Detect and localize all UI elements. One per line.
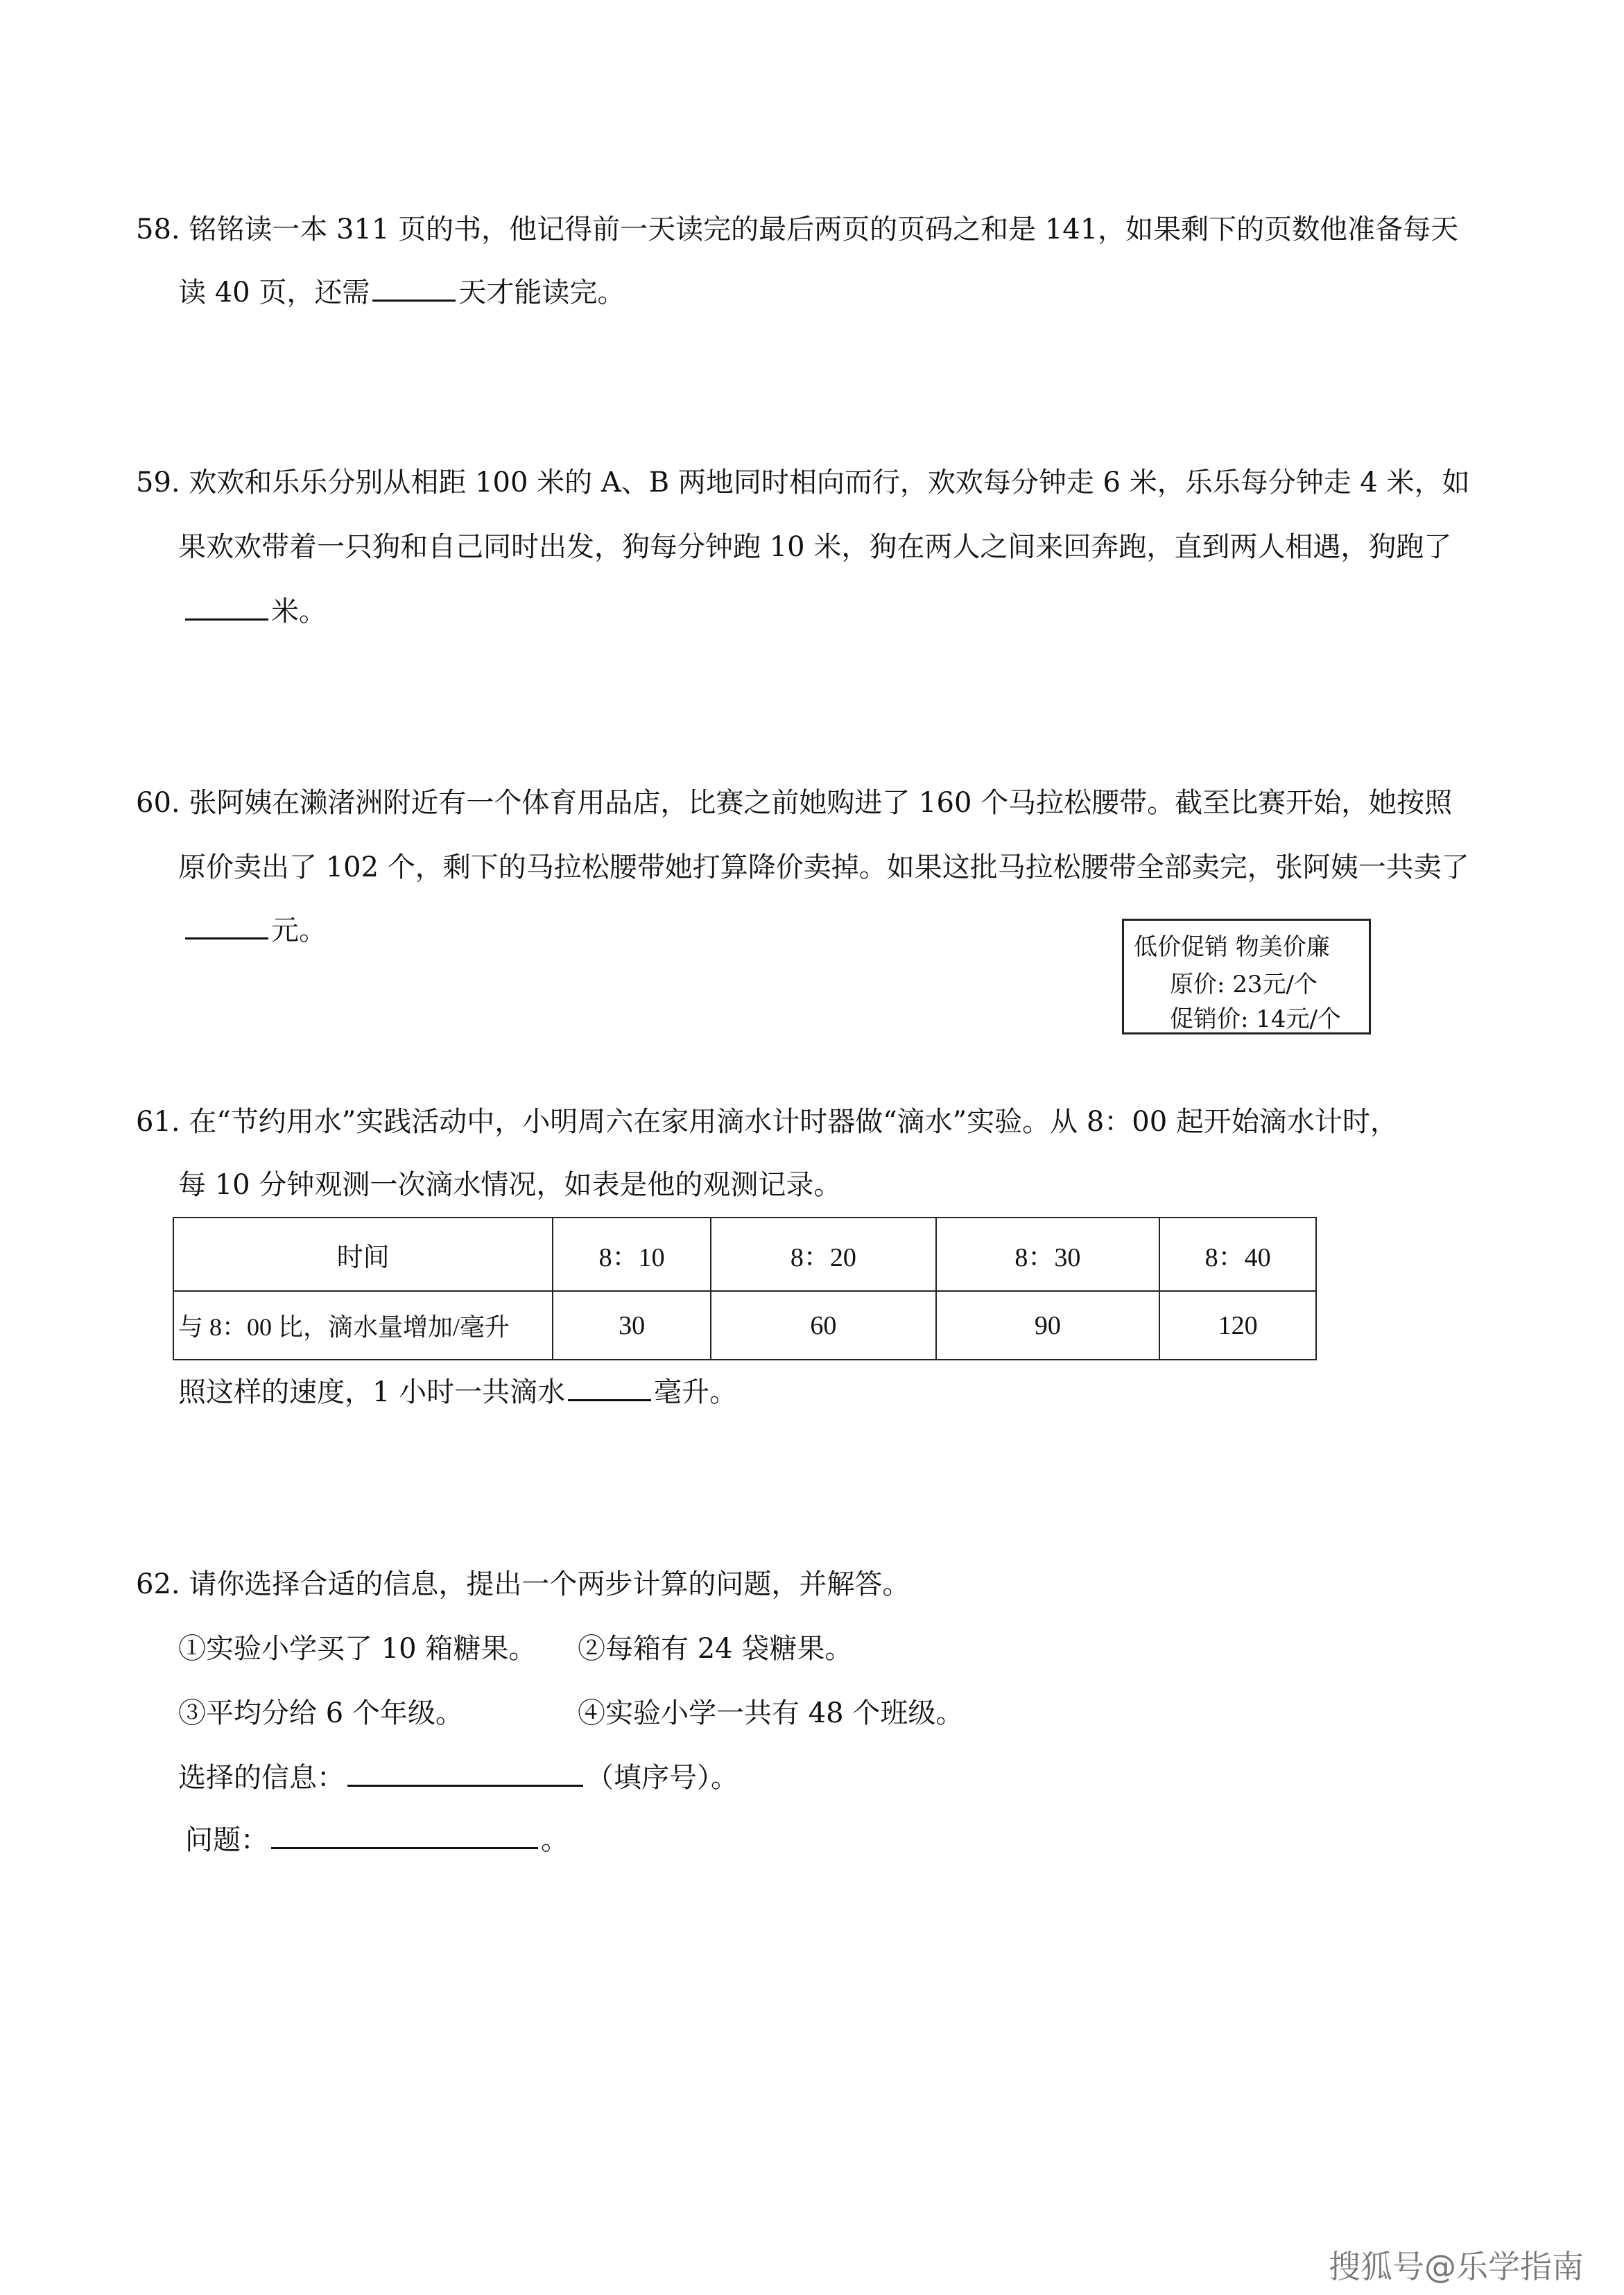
q58-text-end: 天才能读完。 (458, 277, 625, 309)
q60-line3 (185, 913, 327, 948)
promo-sale-price: 促销价: 14元/个 (1170, 1005, 1341, 1033)
promo-original-price: 原价: 23元/个 (1170, 971, 1318, 998)
select-label: 选择的信息： (178, 1762, 345, 1794)
promo-title: 低价促销 物美价廉 (1134, 933, 1330, 961)
watermark: 搜狐号@乐学指南 (1329, 2248, 1584, 2285)
table-cell: 90 (936, 1291, 1160, 1360)
q59-line2: 果欢欢带着一只狗和自己同时出发，狗每分钟跑 10 米，狗在两人之间来回奔跑，直到两人相遇，狗跑了 (178, 531, 1452, 563)
q62-option-2: ②每箱有 24 袋糖果。 (578, 1633, 853, 1665)
q62-option-4: ④实验小学一共有 48 个班级。 (578, 1697, 964, 1729)
q60-answer-blank[interactable] (185, 914, 268, 939)
q61-answer-blank[interactable] (568, 1376, 651, 1401)
question-answer-blank[interactable] (271, 1824, 538, 1849)
table-cell: 8：30 (936, 1218, 1160, 1291)
table-cell: 120 (1159, 1291, 1316, 1360)
q60-line1: 60. 张阿姨在濑渚洲附近有一个体育用品店，比赛之前她购进了 160 个马拉松腰带。截至比赛开始，她按照 (136, 787, 1453, 819)
q60-text-end: 元。 (271, 915, 327, 946)
q59-answer-blank[interactable] (185, 595, 268, 621)
table-cell: 30 (553, 1291, 711, 1360)
select-answer-blank[interactable] (347, 1761, 583, 1787)
q58-text: 读 40 页，还需 (178, 277, 370, 309)
q61-text-end: 毫升。 (654, 1376, 738, 1408)
table-cell: 60 (711, 1291, 936, 1360)
table-cell: 8：10 (553, 1218, 711, 1291)
question-label: 问题： (185, 1824, 268, 1856)
table-row (173, 1218, 1316, 1291)
q62-question-line (185, 1823, 569, 1857)
q62-select-line (178, 1760, 738, 1795)
observation-table (173, 1217, 1317, 1360)
q60-line2: 原价卖出了 102 个，剩下的马拉松腰带她打算降价卖掉。如果这批马拉松腰带全部卖完，张阿姨一共卖了 (178, 851, 1469, 883)
q59-line3 (185, 594, 327, 629)
table-header-cell: 与 8：00 比，滴水量增加/毫升 (173, 1291, 553, 1360)
q59-line1: 59. 欢欢和乐乐分别从相距 100 米的 A、B 两地同时相向而行，欢欢每分钟走 6 米，乐乐每分钟走 4 米，如 (136, 467, 1470, 499)
q62-option-1: ①实验小学买了 10 箱糖果。 (178, 1633, 537, 1665)
q61-line1: 61. 在“节约用水”实践活动中，小明周六在家用滴水计时器做“滴水”实验。从 8：00 起开始滴水计时， (136, 1106, 1398, 1138)
table-cell: 8：40 (1159, 1218, 1316, 1291)
q59-text-end: 米。 (271, 596, 327, 627)
q58-line2 (178, 275, 625, 310)
q61-text: 照这样的速度，1 小时一共滴水 (178, 1376, 566, 1408)
question-suffix: 。 (541, 1824, 569, 1856)
q62-line1: 62. 请你选择合适的信息，提出一个两步计算的问题，并解答。 (136, 1568, 910, 1600)
q62-option-3: ③平均分给 6 个年级。 (178, 1697, 463, 1729)
select-suffix: （填序号）。 (586, 1762, 738, 1794)
q61-after (178, 1375, 737, 1410)
table-row (173, 1291, 1316, 1360)
table-header-cell: 时间 (173, 1218, 553, 1291)
q58-answer-blank[interactable] (372, 276, 456, 302)
promo-sign (1122, 919, 1371, 1034)
q61-line2: 每 10 分钟观测一次滴水情况，如表是他的观测记录。 (178, 1169, 842, 1201)
table-cell: 8：20 (711, 1218, 936, 1291)
q58-line1: 58. 铭铭读一本 311 页的书，他记得前一天读完的最后两页的页码之和是 141，如果剩下的页数他准备每天 (136, 214, 1459, 245)
